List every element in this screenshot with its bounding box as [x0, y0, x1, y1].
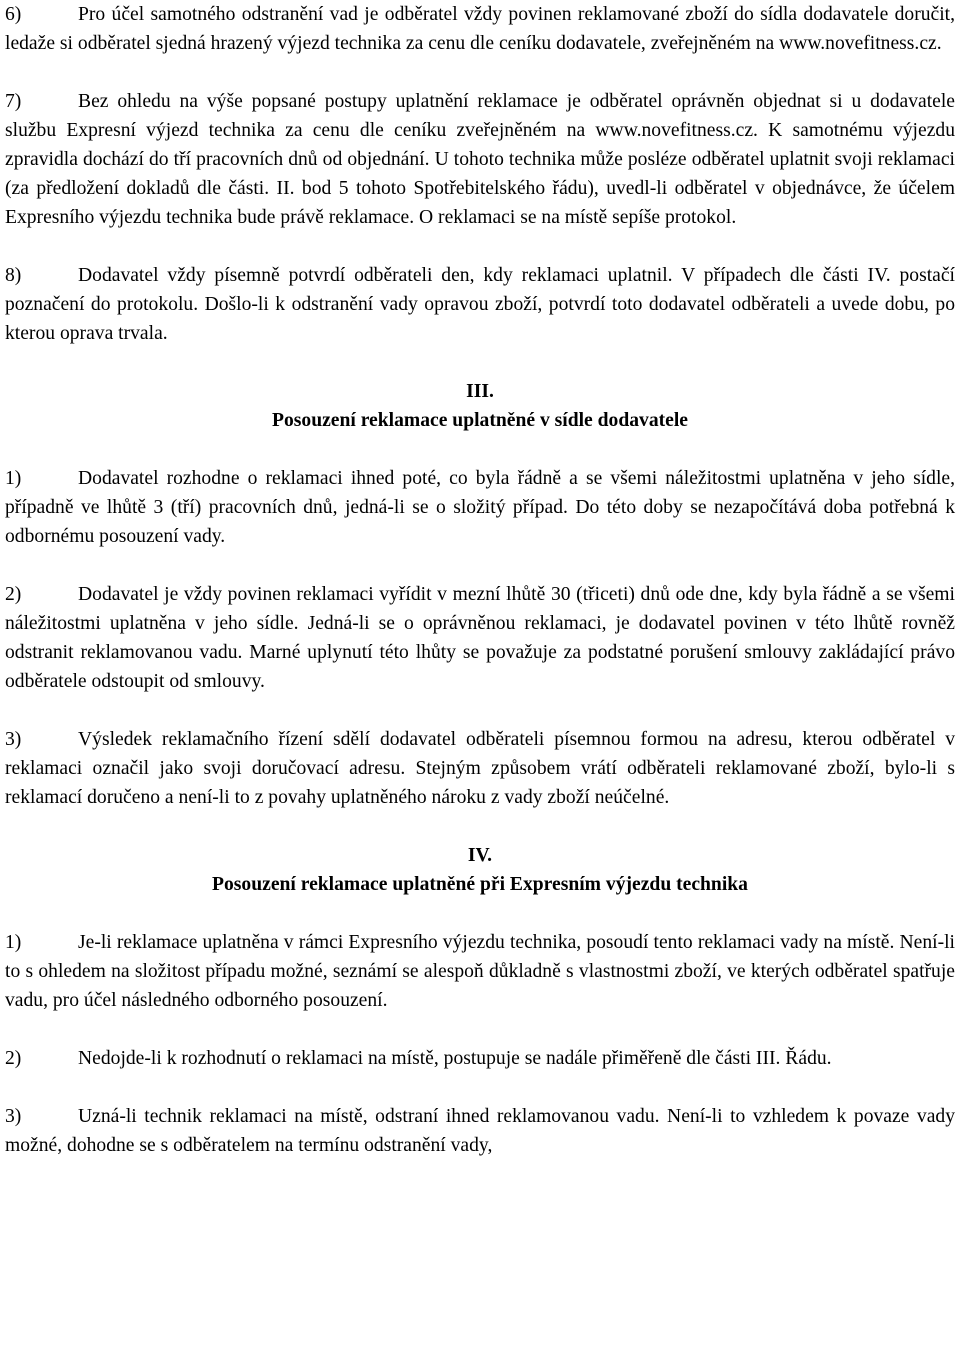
paragraph-text: Výsledek reklamačního řízení sdělí dodavatel odběrateli písemnou formou na adresu, kterou odběratel v reklamaci označil jako svoji doručovací adresu. Stejným způsobem vrátí odběrateli reklamované zboží, bylo-li s reklamací doručeno a není-li to z povahy uplatněného nároku z vady zboží neúčelné.	[5, 729, 955, 808]
section-3-heading	[5, 377, 955, 435]
paragraph-text: Dodavatel vždy písemně potvrdí odběrateli den, kdy reklamaci uplatnil. V případech dle části IV. postačí poznačení do protokolu. Došlo-li k odstranění vady opravou zboží, potvrdí toto dodavatel odběrateli a uvede dobu, po kterou oprava trvala.	[5, 265, 955, 344]
paragraph-number: 6)	[5, 4, 22, 25]
section-4-paragraph-3	[5, 1102, 955, 1160]
paragraph-text: Je-li reklamace uplatněna v rámci Expresního výjezdu technika, posoudí tento reklamaci vady na místě. Není-li to s ohledem na složitost případu možné, seznámí se alespoň důkladně s vlastnostmi zboží, ve kterých odběratel spatřuje vadu, pro účel následného odborného posouzení.	[5, 932, 955, 1011]
paragraph-8	[5, 261, 955, 348]
paragraph-number: 1)	[5, 932, 22, 953]
paragraph-number: 7)	[5, 91, 22, 112]
section-4-title: Posouzení reklamace uplatněné při Expresním výjezdu technika	[212, 874, 748, 895]
paragraph-number: 1)	[5, 468, 22, 489]
paragraph-number: 8)	[5, 265, 22, 286]
section-3-title: Posouzení reklamace uplatněné v sídle dodavatele	[272, 410, 688, 431]
section-4-numeral: IV.	[467, 845, 493, 866]
paragraph-number: 2)	[5, 1048, 22, 1069]
section-4-paragraph-2	[5, 1044, 955, 1073]
section-4-heading	[5, 841, 955, 899]
section-3-paragraph-1	[5, 464, 955, 551]
paragraph-text: Uzná-li technik reklamaci na místě, odstraní ihned reklamovanou vadu. Není-li to vzhledem k povaze vady možné, dohodne se s odběratelem na termínu odstranění vady,	[5, 1106, 955, 1156]
paragraph-number: 3)	[5, 1106, 22, 1127]
paragraph-7	[5, 87, 955, 232]
section-3-numeral: III.	[466, 381, 494, 402]
document-page	[5, 0, 955, 1189]
paragraph-text: Bez ohledu na výše popsané postupy uplatnění reklamace je odběratel oprávněn objednat si u dodavatele službu Expresní výjezd technika za cenu dle ceníku zveřejněném na www.novefitness.cz. K samotnému výjezdu zpravidla dochází do tří pracovních dnů od objednání. U tohoto technika může posléze odběratel uplatnit svoji reklamaci (za předložení dokladů dle části. II. bod 5 tohoto Spotřebitelského řádu), uvedl-li odběratel v objednávce, že účelem Expresního výjezdu technika bude právě reklamace. O reklamaci se na místě sepíše protokol.	[5, 91, 955, 228]
paragraph-text: Dodavatel rozhodne o reklamaci ihned poté, co byla řádně a se všemi náležitostmi uplatněna v jeho sídle, případně ve lhůtě 3 (tří) pracovních dnů, jedná-li se o složitý případ. Do této doby se nezapočítává doba potřebná k odbornému posouzení vady.	[5, 468, 955, 547]
paragraph-6	[5, 0, 955, 58]
paragraph-number: 3)	[5, 729, 22, 750]
section-3-paragraph-2	[5, 580, 955, 696]
paragraph-number: 2)	[5, 584, 22, 605]
section-3-paragraph-3	[5, 725, 955, 812]
paragraph-text: Nedojde-li k rozhodnutí o reklamaci na místě, postupuje se nadále přiměřeně dle části III. Řádu.	[78, 1048, 832, 1069]
paragraph-text: Dodavatel je vždy povinen reklamaci vyřídit v mezní lhůtě 30 (třiceti) dnů ode dne, kdy byla řádně a se všemi náležitostmi uplatněna v jeho sídle. Jedná-li se o oprávněnou reklamaci, je dodavatel povinen v této lhůtě rovněž odstranit reklamovanou vadu. Marné uplynutí této lhůty se považuje za podstatné porušení smlouvy zakládající právo odběratele odstoupit od smlouvy.	[5, 584, 955, 692]
paragraph-text: Pro účel samotného odstranění vad je odběratel vždy povinen reklamované zboží do sídla dodavatele doručit, ledaže si odběratel sjedná hrazený výjezd technika za cenu dle ceníku dodavatele, zveřejněném na www.novefitness.cz.	[5, 4, 955, 54]
section-4-paragraph-1	[5, 928, 955, 1015]
